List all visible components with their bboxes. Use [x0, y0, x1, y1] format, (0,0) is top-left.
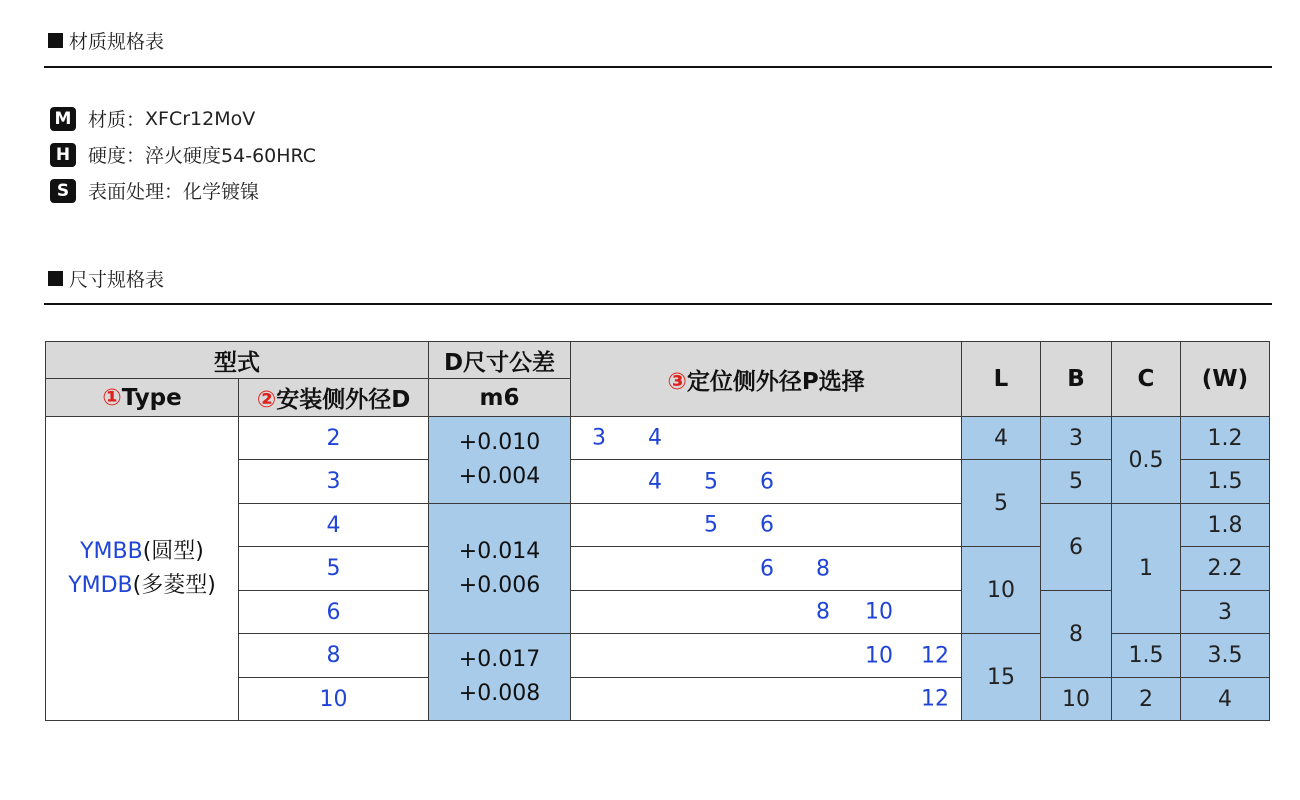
d-value: 2: [239, 417, 429, 460]
p-value: 6: [760, 469, 774, 494]
l-value: 10: [962, 547, 1041, 634]
p-value: 5: [704, 512, 718, 538]
spec-value: 化学镀镍: [183, 181, 260, 203]
p-select-cell: [571, 504, 962, 547]
section-divider: [44, 66, 1272, 68]
d-value: 4: [239, 504, 429, 547]
b-value: 6: [1041, 504, 1112, 591]
spec-item-material: M 材质 ： XFCr12MoV: [50, 105, 255, 132]
c-value: 2: [1112, 678, 1181, 721]
material-section-title-text: 材质规格表: [69, 31, 165, 53]
l-header: L: [962, 342, 1041, 417]
p-value: 8: [816, 556, 830, 581]
type-cell: [46, 417, 239, 721]
material-badge: M: [50, 107, 76, 131]
size-section-title-text: 尺寸规格表: [69, 269, 165, 291]
type-name: (多菱型): [132, 572, 216, 598]
p-value: 12: [921, 686, 949, 712]
model-header: 型式: [46, 342, 429, 379]
type-name: (圆型): [142, 538, 204, 564]
w-value: 1.5: [1181, 460, 1270, 504]
b-value: 3: [1041, 417, 1112, 460]
w-value: 3.5: [1181, 634, 1270, 678]
p-select-cell: [571, 591, 962, 634]
spec-label: 材质: [88, 109, 127, 131]
d-tolerance-header: D尺寸公差: [429, 342, 571, 379]
spec-value: 淬火硬度54-60HRC: [145, 145, 317, 167]
w-header: (W): [1181, 342, 1270, 417]
spec-value: XFCr12MoV: [145, 107, 256, 130]
b-value: 5: [1041, 460, 1112, 504]
p-value: 8: [816, 599, 830, 625]
tolerance-cell: +0.017 +0.008: [429, 634, 571, 721]
material-section-title: [48, 27, 164, 54]
p-select-header: ③定位侧外径P选择: [571, 342, 962, 417]
section-divider: [44, 303, 1272, 305]
spec-item-surface: S 表面处理 ： 化学镀镍: [50, 177, 259, 204]
square-bullet-icon: [48, 33, 63, 48]
spec-label: 硬度: [88, 145, 127, 167]
p-select-cell: [571, 460, 962, 504]
w-value: 1.2: [1181, 417, 1270, 460]
circled-3-mark: ③: [667, 368, 687, 395]
p-select-cell: [571, 417, 962, 460]
l-value: 15: [962, 634, 1041, 721]
l-value: 5: [962, 460, 1041, 547]
p-value: 10: [865, 599, 893, 625]
w-value: 1.8: [1181, 504, 1270, 547]
mount-diameter-header: ②安装侧外径D: [239, 379, 429, 417]
w-value: 4: [1181, 678, 1270, 721]
p-value: 4: [648, 469, 662, 494]
c-value: 1.5: [1112, 634, 1181, 678]
circled-1-mark: ①: [102, 384, 122, 411]
m6-header: m6: [429, 379, 571, 417]
w-value: 3: [1181, 591, 1270, 634]
c-header: C: [1112, 342, 1181, 417]
c-value: 0.5: [1112, 417, 1181, 504]
p-value: 6: [760, 556, 774, 581]
b-header: B: [1041, 342, 1112, 417]
d-value: 8: [239, 634, 429, 678]
type-header: ①Type: [46, 379, 239, 417]
spec-label: 表面处理: [88, 181, 165, 203]
d-value: 3: [239, 460, 429, 504]
d-value: 10: [239, 678, 429, 721]
p-value: 10: [865, 643, 893, 668]
tolerance-cell: +0.014 +0.006: [429, 504, 571, 634]
type-code: YMBB: [80, 538, 143, 564]
p-value: 3: [592, 425, 606, 451]
circled-2-mark: ②: [256, 387, 277, 413]
size-section-title: [48, 265, 164, 292]
type-code: YMDB: [68, 572, 133, 598]
w-value: 2.2: [1181, 547, 1270, 591]
tolerance-cell: +0.010 +0.004: [429, 417, 571, 504]
c-value: 1: [1112, 504, 1181, 634]
b-value: 8: [1041, 591, 1112, 678]
d-value: 6: [239, 591, 429, 634]
square-bullet-icon: [48, 271, 63, 286]
p-select-cell: [571, 634, 962, 678]
spec-item-hardness: H 硬度 ： 淬火硬度54-60HRC: [50, 141, 316, 168]
l-value: 4: [962, 417, 1041, 460]
p-select-cell: [571, 547, 962, 591]
b-value: 10: [1041, 678, 1112, 721]
surface-badge: S: [50, 179, 76, 203]
p-select-cell: [571, 678, 962, 721]
p-value: 12: [921, 643, 949, 668]
p-value: 5: [704, 469, 718, 494]
p-value: 6: [760, 512, 774, 538]
d-value: 5: [239, 547, 429, 591]
p-value: 4: [648, 425, 662, 451]
hardness-badge: H: [50, 143, 76, 167]
size-spec-table: [45, 341, 1270, 721]
